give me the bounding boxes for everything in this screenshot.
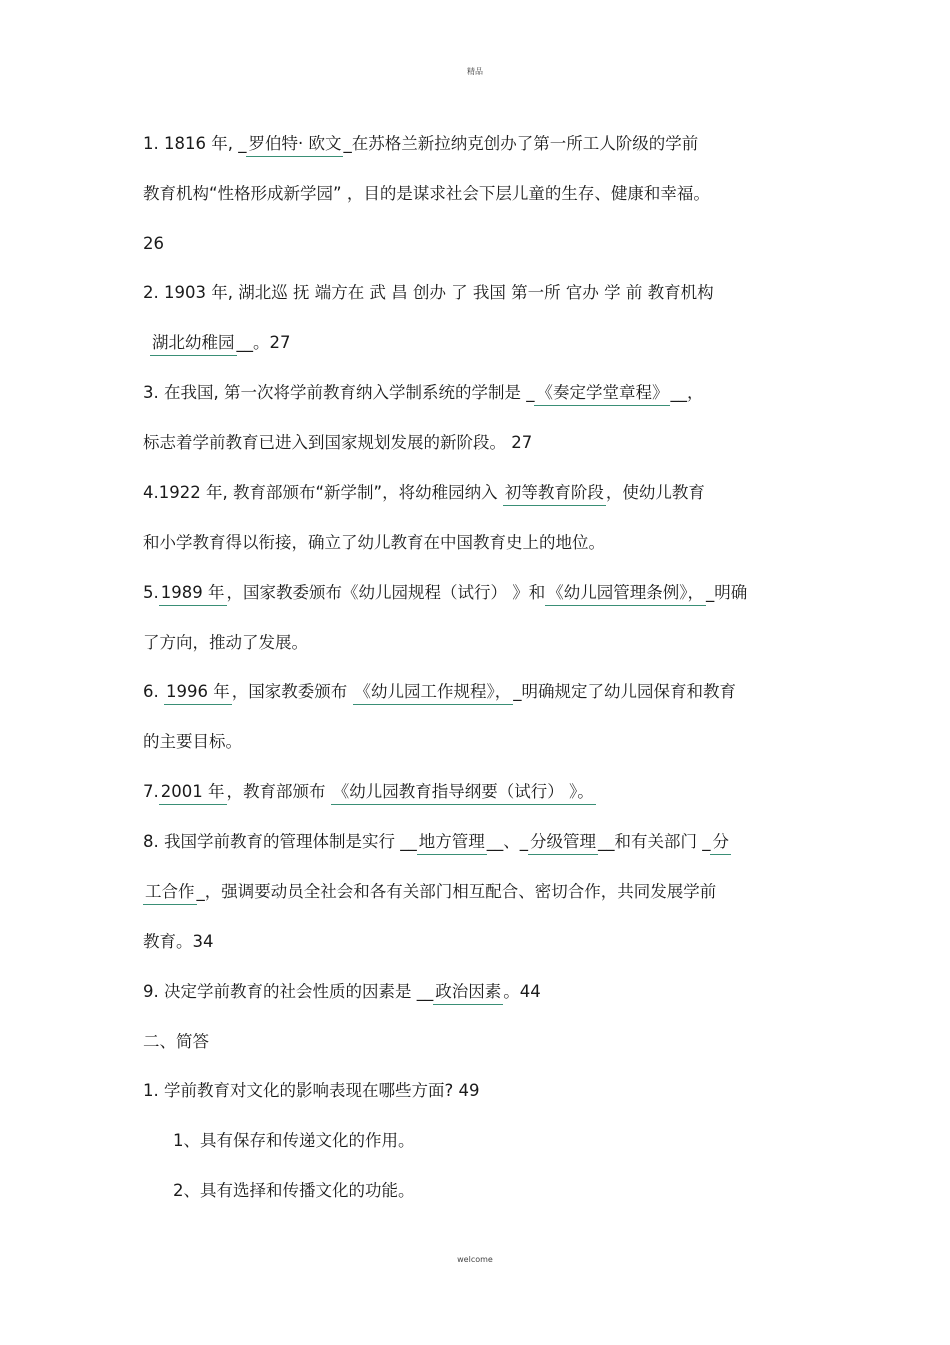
text-segment: _在苏格兰新拉纳克创办了第一所工人阶级的学前 — [343, 134, 699, 153]
text-segment: 4.1922 年, 教育部颁布“新学制”，将幼稚园纳入 — [143, 483, 503, 502]
text-segment: 1. 1816 年, _ — [143, 134, 247, 153]
answer-blank: 《奏定学堂章程》 — [536, 383, 669, 402]
text-segment: 9. 决定学前教育的社会性质的因素是 __ — [143, 982, 434, 1001]
text-segment: _，强调要动员全社会和各有关部门相互配合、密切合作，共同发展学前 — [196, 882, 717, 901]
text-line-15 — [143, 831, 731, 853]
text-segment: ，国家教委颁布 — [231, 682, 353, 701]
answer-item-1: 1、具有保存和传递文化的作用。 — [173, 1131, 415, 1150]
text-line-14 — [143, 781, 596, 803]
answer-blank: 1996 年 — [166, 682, 230, 701]
text-segment: 7. — [143, 782, 159, 801]
page-header: 精品 — [467, 67, 483, 76]
text-line-16 — [143, 881, 716, 903]
text-line-5 — [150, 332, 291, 354]
answer-item-2: 2、具有选择和传播文化的功能。 — [173, 1181, 415, 1200]
text-line-7: 标志着学前教育已进入到国家规划发展的新阶段。 27 — [143, 433, 533, 452]
page-footer: welcome — [457, 1255, 493, 1264]
text-line-13: 的主要目标。 — [143, 732, 242, 751]
text-segment: ，国家教委颁布《幼儿园规程（试行） 》和 — [226, 583, 546, 602]
text-segment: 8. 我国学前教育的管理体制是实行 __ — [143, 832, 417, 851]
answer-blank: 政治因素 — [435, 982, 502, 1001]
text-line-1 — [143, 133, 698, 155]
text-line-18 — [143, 981, 541, 1003]
text-line-4: 2. 1903 年, 湖北巡 抚 端方在 武 昌 创办 了 我国 第一所 官办 学 前 教育机构 — [143, 283, 714, 302]
text-line-17: 教育。34 — [143, 932, 214, 951]
text-segment: 6. — [143, 682, 164, 701]
answer-blank: 工合作 — [145, 882, 195, 901]
answer-blank: 2001 年 — [160, 782, 225, 801]
answer-blank: 分级管理 — [529, 832, 596, 851]
text-segment: 。44 — [503, 982, 541, 1001]
answer-blank: 《幼儿园工作规程》， — [354, 682, 512, 701]
answer-blank: 地方管理 — [418, 832, 485, 851]
text-line-3: 26 — [143, 234, 164, 253]
text-segment: 5. — [143, 583, 159, 602]
answer-blank: 《幼儿园管理条例》， — [547, 583, 704, 602]
text-line-11: 了方向，推动了发展。 — [143, 633, 308, 652]
text-line-12 — [143, 681, 736, 703]
text-segment: _明确规定了幼儿园保育和教育 — [513, 682, 736, 701]
text-segment: ，使幼儿教育 — [605, 483, 705, 502]
answer-blank: 1989 年 — [160, 583, 225, 602]
text-line-10 — [143, 582, 747, 604]
text-segment: 3. 在我国, 第一次将学前教育纳入学制系统的学制是 _ — [143, 383, 535, 402]
answer-blank: 初等教育阶段 — [504, 483, 604, 502]
text-line-8 — [143, 482, 705, 504]
answer-blank: 分 — [712, 832, 729, 851]
text-segment: __和有关部门 _ — [597, 832, 711, 851]
answer-blank: 罗伯特· 欧文 — [248, 134, 342, 153]
text-line-6 — [143, 382, 703, 404]
text-segment: ，教育部颁布 — [226, 782, 331, 801]
text-segment: __、_ — [486, 832, 528, 851]
text-segment: __， — [670, 383, 704, 402]
question-1: 1. 学前教育对文化的影响表现在哪些方面? 49 — [143, 1081, 480, 1100]
text-segment: __。27 — [236, 333, 291, 352]
text-line-2: 教育机构“性格形成新学园” ，目的是谋求社会下层儿童的生存、健康和幸福。 — [143, 184, 710, 203]
answer-blank: 《幼儿园教育指导纲要（试行） 》。 — [332, 782, 594, 801]
section-heading: 二、简答 — [143, 1032, 209, 1051]
text-line-9: 和小学教育得以衔接，确立了幼儿教育在中国教育史上的地位。 — [143, 533, 605, 552]
text-segment: _明确 — [706, 583, 748, 602]
answer-blank: 湖北幼稚园 — [152, 333, 235, 352]
